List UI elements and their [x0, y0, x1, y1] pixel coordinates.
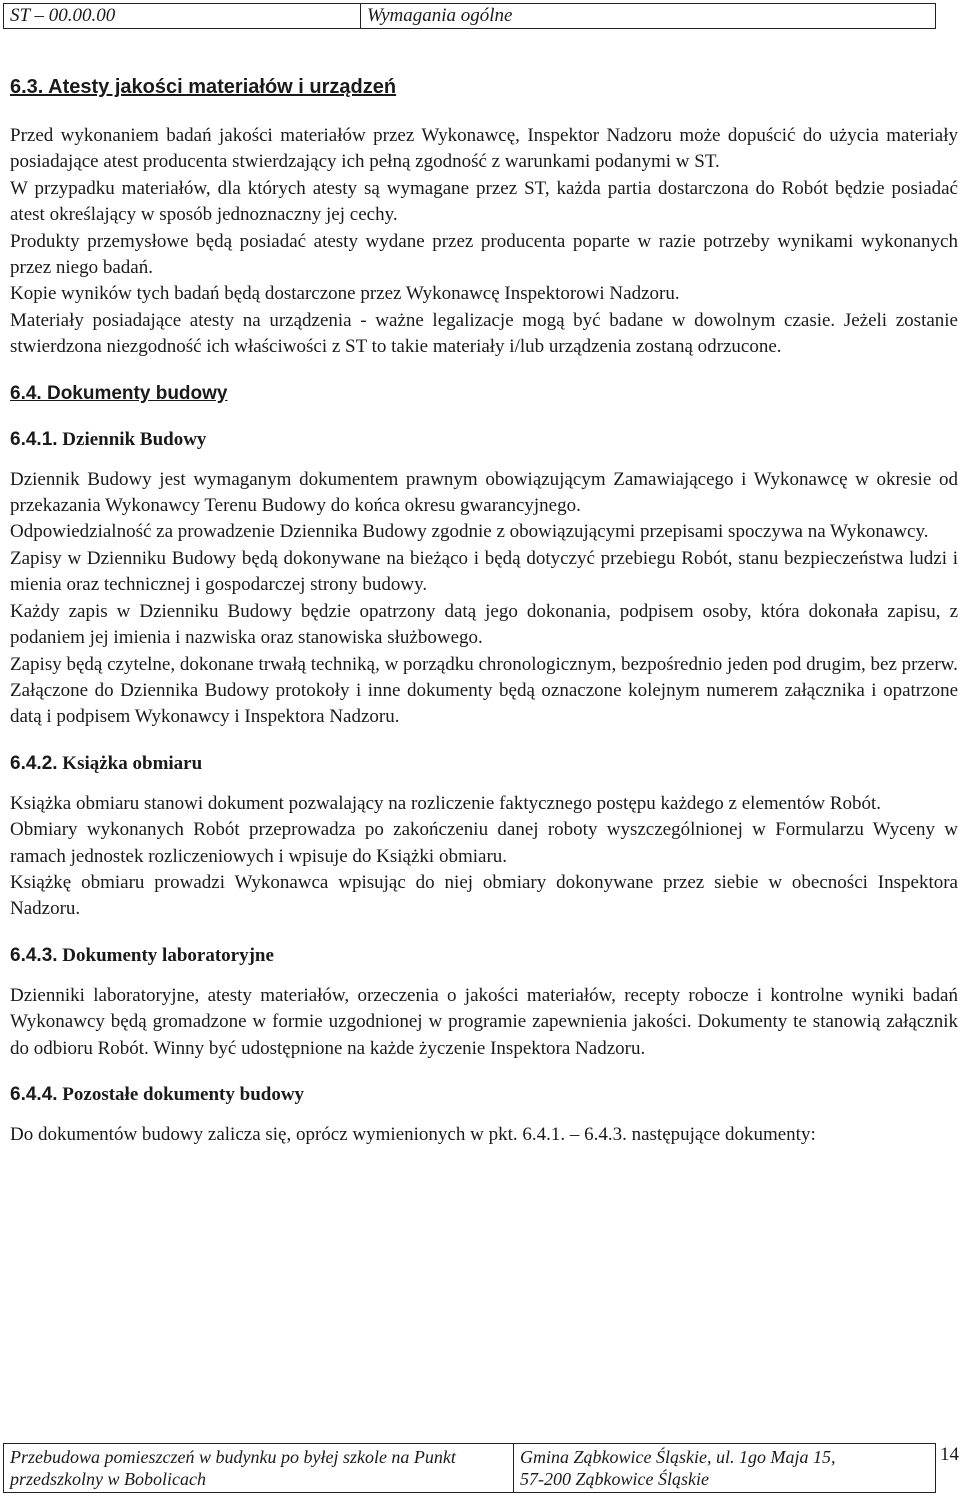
footer-investor-address: Gmina Ząbkowice Śląskie, ul. 1go Maja 15, 57-200 Ząbkowice Śląskie — [520, 1447, 836, 1489]
subsection-heading-6-4-4: 6.4.4. Pozostałe dokumenty budowy — [10, 1083, 305, 1105]
paragraph: Dziennik Budowy jest wymaganym dokumentem prawnym obowiązującym Zamawiającego i Wykonawcę w okresie od przekazania Wykonawcy Terenu Budowy do końca okresu gwarancyjnego. — [10, 468, 958, 517]
paragraph: Zapisy w Dzienniku Budowy będą dokonywane na bieżąco i będą dotyczyć przebiegu Robót, stanu bezpieczeństwa ludzi i mienia oraz technicznej i gospodarczej strony budowy. — [10, 547, 958, 596]
paragraph: Produkty przemysłowe będą posiadać atesty wydane przez producenta poparte w razie potrzeby wynikami wykonanych przez niego badań. — [10, 230, 958, 279]
header-title: Wymagania ogólne — [367, 5, 513, 26]
subsection-heading-6-4-1: 6.4.1. Dziennik Budowy — [10, 428, 207, 450]
paragraph: Zapisy będą czytelne, dokonane trwałą techniką, w porządku chronologicznym, bezpośrednio jeden pod drugim, bez przerw. — [10, 653, 958, 675]
paragraph: Odpowiedzialność za prowadzenie Dziennika Budowy zgodnie z obowiązującymi przepisami spoczywa na Wykonawcy. — [10, 521, 929, 543]
section-heading-6-4: 6.4. Dokumenty budowy — [10, 382, 228, 404]
paragraph: Załączone do Dziennika Budowy protokoły i inne dokumenty będą oznaczone kolejnym numerem załącznika i opatrzone datą i podpisem Wykonawcy i Inspektora Nadzoru. — [10, 679, 958, 728]
document-body — [10, 72, 958, 1148]
subsection-heading-6-4-3: 6.4.3. Dokumenty laboratoryjne — [10, 944, 274, 966]
footer-project-name: Przebudowa pomieszczeń w budynku po byłej szkole na Punkt przedszkolny w Bobolicach — [4, 1444, 514, 1492]
paragraph: Obmiary wykonanych Robót przeprowadza po zakończeniu danej roboty wyszczególnionej w Formularzu Wyceny w ramach jednostek rozliczeniowych i wpisuje do Książki obmiaru. — [10, 819, 958, 867]
section-heading-6-3: 6.3. Atesty jakości materiałów i urządzeń — [10, 76, 397, 98]
page-header — [3, 3, 936, 29]
page-footer — [3, 1443, 936, 1493]
paragraph: W przypadku materiałów, dla których atesty są wymagane przez ST, każda partia dostarczona do Robót będzie posiadać atest określający w sposób jednoznaczny jej cechy. — [10, 177, 958, 226]
paragraph: Dzienniki laboratoryjne, atesty materiałów, orzeczenia o jakości materiałów, recepty robocze i kontrolne wyniki badań Wykonawcy będą gromadzone w formie uzgodnionej w programie zapewnienia jakości. Dokumenty te stanowią załącznik do odbioru Robót. Winny być udostępnione na każde życzenie Inspektora Nadzoru. — [10, 984, 958, 1059]
page-number: 14 — [940, 1444, 959, 1465]
paragraph: Każdy zapis w Dzienniku Budowy będzie opatrzony datą jego dokonania, podpisem osoby, która dokonała zapisu, z podaniem jej imienia i nazwiska oraz stanowiska służbowego. — [10, 600, 958, 649]
paragraph: Książka obmiaru stanowi dokument pozwalający na rozliczenie faktycznego postępu każdego z elementów Robót. — [10, 792, 882, 814]
paragraph: Materiały posiadające atesty na urządzenia - ważne legalizacje mogą być badane w dowolnym czasie. Jeżeli zostanie stwierdzona niezgodność ich właściwości z ST to takie materiały i/lub urządzenia zostaną odrzucone. — [10, 309, 958, 358]
subsection-heading-6-4-2: 6.4.2. Książka obmiaru — [10, 752, 203, 774]
paragraph: Przed wykonaniem badań jakości materiałów przez Wykonawcę, Inspektor Nadzoru może dopuścić do użycia materiały posiadające atest producenta stwierdzający ich pełną zgodność z warunkami podanymi w ST. — [10, 125, 958, 173]
paragraph: Książkę obmiaru prowadzi Wykonawca wpisując do niej obmiary dokonywane przez siebie w obecności Inspektora Nadzoru. — [10, 871, 958, 920]
header-spec-code: ST – 00.00.00 — [4, 4, 361, 28]
paragraph: Kopie wyników tych badań będą dostarczone przez Wykonawcę Inspektorowi Nadzoru. — [10, 283, 680, 305]
paragraph: Do dokumentów budowy zalicza się, oprócz wymienionych w pkt. 6.4.1. – 6.4.3. następujące dokumenty: — [10, 1123, 816, 1145]
